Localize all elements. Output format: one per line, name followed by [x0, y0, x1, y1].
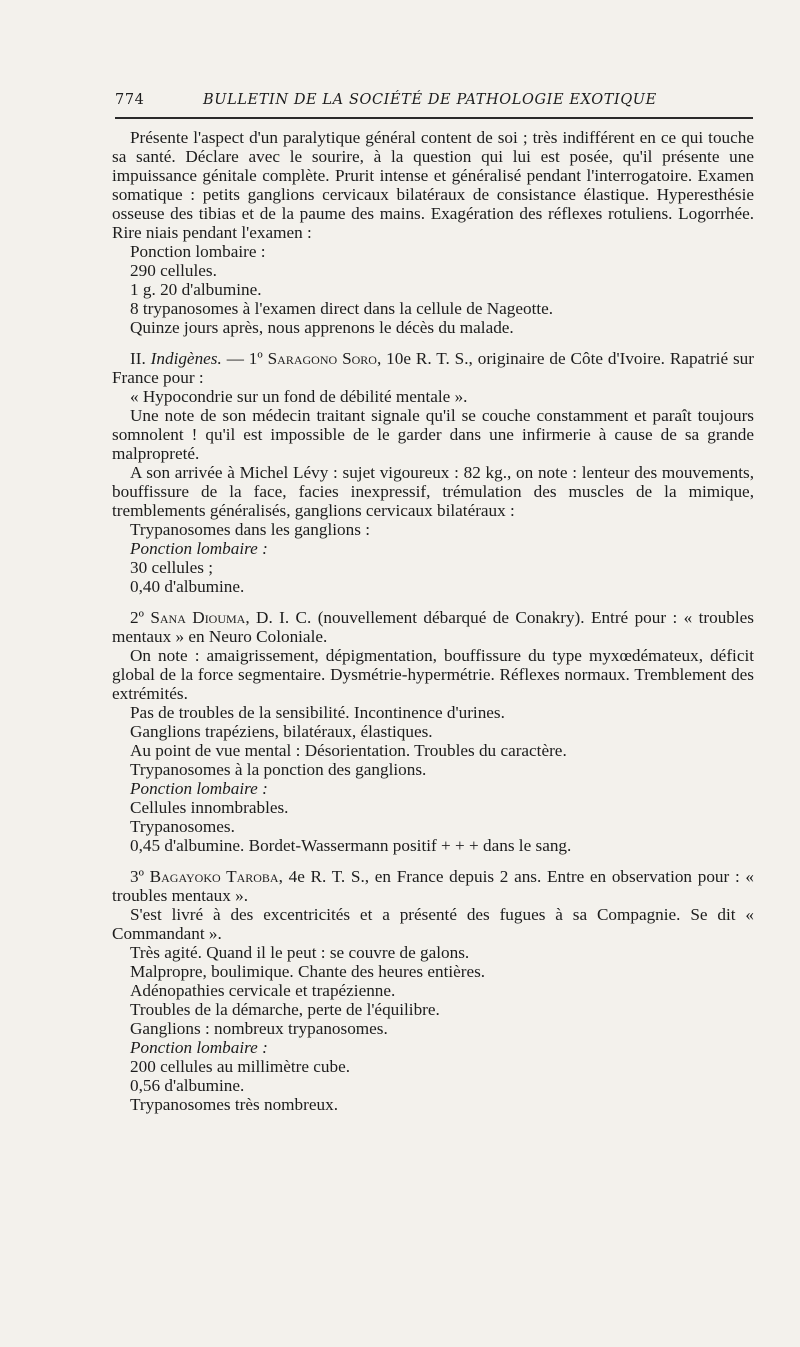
- case3-line: Adénopathies cervicale et trapézienne.: [130, 981, 396, 1000]
- case3-note: S'est livré à des excentricités et a présenté des fugues à sa Compagnie. Se dit « Commandant ».: [112, 905, 754, 943]
- case3-line: 0,56 d'albumine.: [130, 1076, 245, 1095]
- intro-line: 1 g. 20 d'albumine.: [130, 280, 262, 299]
- case1-line: Trypanosomes dans les ganglions :: [130, 520, 370, 539]
- case1-quote: « Hypocondrie sur un fond de débilité mentale ».: [130, 387, 468, 406]
- case3-line: Trypanosomes très nombreux.: [130, 1095, 338, 1114]
- intro-line: Ponction lombaire :: [130, 242, 266, 261]
- case1-intro: 10e R. T. S., originaire de Côte d'Ivoire. Rapatrié sur France pour :: [112, 349, 754, 387]
- case3-heading: [112, 867, 754, 905]
- case2-ponction: Ponction lombaire :: [130, 779, 268, 798]
- running-title: BULLETIN DE LA SOCIÉTÉ DE PATHOLOGIE EXOTIQUE: [203, 92, 657, 108]
- case3-line: Ganglions : nombreux trypanosomes.: [130, 1019, 388, 1038]
- case1-line: 30 cellules ;: [130, 558, 214, 577]
- case2-intro: D. I. C. (nouvellement débarqué de Conakry). Entré pour : « troubles mentaux » en Neuro Coloniale.: [112, 608, 754, 646]
- page-number: 774: [115, 92, 145, 108]
- case2-name: Sana Diouma,: [150, 608, 250, 627]
- case3-line: Troubles de la démarche, perte de l'équilibre.: [130, 1000, 440, 1019]
- case1-name: Saragono Soro,: [267, 349, 382, 368]
- case2-line: Trypanosomes.: [130, 817, 235, 836]
- case3-line: Très agité. Quand il le peut : se couvre de galons.: [130, 943, 470, 962]
- case2-heading: [112, 608, 754, 646]
- section-title: Indigènes.: [150, 349, 222, 368]
- case3-line: Malpropre, boulimique. Chante des heures entières.: [130, 962, 486, 981]
- case1-number: — 1º: [226, 349, 263, 368]
- case2-number: 2º: [130, 608, 144, 627]
- intro-paragraph: Présente l'aspect d'un paralytique général content de soi ; très indifférent en ce qui touche sa santé. Déclare avec le sourire, à la question qui lui est posée, qu'il présente une impuissance génitale complète. Prurit intense et généralisé pendant l'interrogatoire. Examen somatique : petits ganglions cervicaux bilatéraux de consistance élastique. Hyperesthésie osseuse des tibias et de la paume des mains. Exagération des réflexes rotuliens. Logorrhée. Rire niais pendant l'examen :: [112, 128, 754, 242]
- case1-line: 0,40 d'albumine.: [130, 577, 245, 596]
- case1-heading: [112, 349, 754, 387]
- case2-line: Trypanosomes à la ponction des ganglions.: [130, 760, 427, 779]
- case1-exam: A son arrivée à Michel Lévy : sujet vigoureux : 82 kg., on note : lenteur des mouvements, bouffissure de la face, facies inexpressif, trémulation des muscles de la mimique, tremblements généralisés, ganglions cervicaux bilatéraux :: [112, 463, 754, 520]
- case3-number: 3º: [130, 867, 144, 886]
- header-rule: [115, 117, 753, 119]
- intro-line: Quinze jours après, nous apprenons le décès du malade.: [130, 318, 514, 337]
- case3-intro: 4e R. T. S., en France depuis 2 ans. Entre en observation pour : « troubles mentaux ».: [112, 867, 755, 905]
- article-body: [112, 128, 754, 1114]
- case3-line: 200 cellules au millimètre cube.: [130, 1057, 351, 1076]
- intro-line: 8 trypanosomes à l'examen direct dans la cellule de Nageotte.: [130, 299, 554, 318]
- running-header: [115, 92, 753, 116]
- intro-line: 290 cellules.: [130, 261, 217, 280]
- case3-name: Bagayoko Taroba,: [149, 867, 283, 886]
- case1-note: Une note de son médecin traitant signale qu'il se couche constamment et paraît toujours somnolent ! qu'il est impossible de le garder dans une infirmerie à cause de sa grande malpropreté.: [112, 406, 754, 463]
- case3-ponction: Ponction lombaire :: [130, 1038, 268, 1057]
- section-roman: II.: [130, 349, 146, 368]
- case2-line: 0,45 d'albumine. Bordet-Wassermann positif + + + dans le sang.: [130, 836, 572, 855]
- case1-ponction: Ponction lombaire :: [130, 539, 268, 558]
- case2-line: Pas de troubles de la sensibilité. Incontinence d'urines.: [130, 703, 505, 722]
- case2-line: Cellules innombrables.: [130, 798, 289, 817]
- case2-line: Au point de vue mental : Désorientation. Troubles du caractère.: [130, 741, 567, 760]
- case2-line: Ganglions trapéziens, bilatéraux, élastiques.: [130, 722, 433, 741]
- case2-exam: On note : amaigrissement, dépigmentation, bouffissure du type myxœdémateux, déficit global de la force segmentaire. Dysmétrie-hypermétrie. Réflexes normaux. Tremblement des extrémités.: [112, 646, 754, 703]
